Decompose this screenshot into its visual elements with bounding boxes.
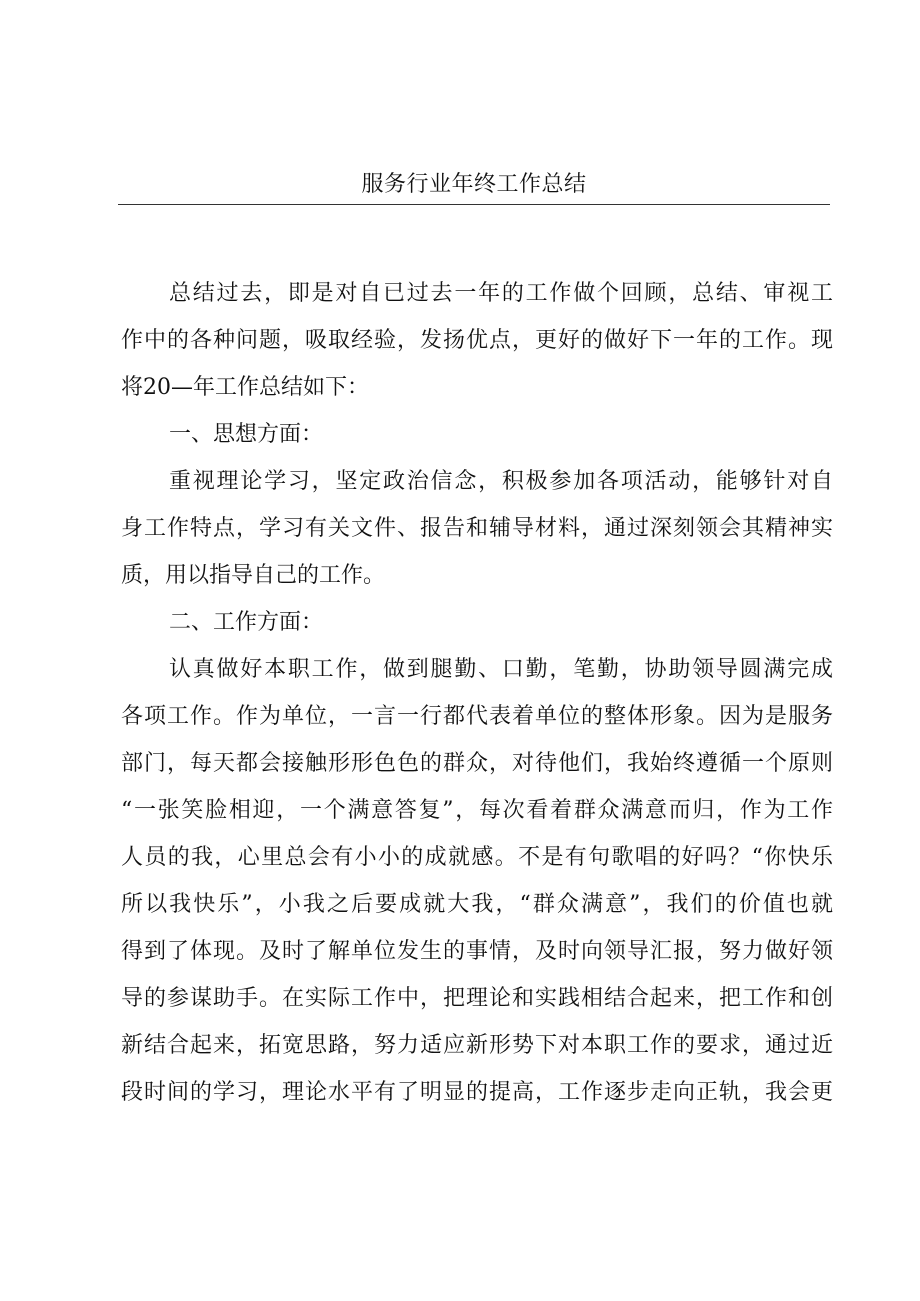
body-line: 所以我快乐”，小我之后要成就大我，“群众满意”，我们的价值也就 <box>121 892 833 917</box>
body-line: 导的参谋助手。在实际工作中，把理论和实践相结合起来，把工作和创 <box>121 986 833 1011</box>
body-line: 作中的各种问题，吸取经验，发扬优点，更好的做好下一年的工作。现 <box>121 328 833 353</box>
body-line: 身工作特点，学习有关文件、报告和辅导材料，通过深刻领会其精神实 <box>121 516 833 541</box>
body-line: 二、工作方面： <box>169 610 324 635</box>
body-line: 将20—年工作总结如下： <box>121 375 369 400</box>
body-line: 重视理论学习，坚定政治信念，积极参加各项活动，能够针对自 <box>169 469 833 494</box>
body-line: 各项工作。作为单位，一言一行都代表着单位的整体形象。因为是服务 <box>121 704 833 729</box>
body-line: “一张笑脸相迎，一个满意答复”，每次看着群众满意而归，作为工作 <box>121 798 833 823</box>
document-title: 服务行业年终工作总结 <box>361 172 587 197</box>
body-line: 一、思想方面： <box>169 422 324 447</box>
document-body <box>121 270 833 1116</box>
body-line: 人员的我，心里总会有小小的成就感。不是有句歌唱的好吗？“你快乐 <box>121 845 833 870</box>
body-line: 得到了体现。及时了解单位发生的事情，及时向领导汇报，努力做好领 <box>121 939 833 964</box>
body-line: 段时间的学习，理论水平有了明显的提高，工作逐步走向正轨，我会更 <box>121 1080 833 1105</box>
body-line: 总结过去，即是对自已过去一年的工作做个回顾，总结、审视工 <box>169 281 833 306</box>
title-underline <box>118 204 830 205</box>
body-line: 部门，每天都会接触形形色色的群众，对待他们，我始终遵循一个原则 <box>121 751 833 776</box>
body-line: 认真做好本职工作，做到腿勤、口勤，笔勤，协助领导圆满完成 <box>169 657 833 682</box>
body-line: 新结合起来，拓宽思路，努力适应新形势下对本职工作的要求，通过近 <box>121 1033 833 1058</box>
body-line: 质，用以指导自己的工作。 <box>121 563 386 588</box>
